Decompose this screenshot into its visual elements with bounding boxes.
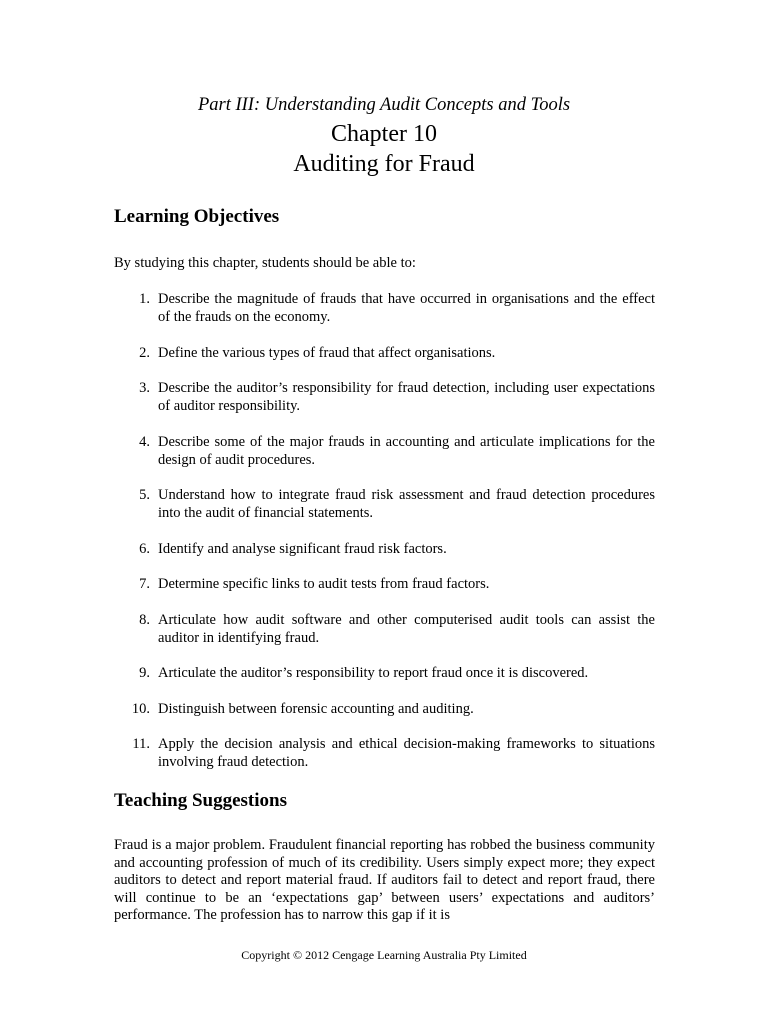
item-text: Distinguish between forensic accounting and auditing. xyxy=(158,700,474,717)
list-item xyxy=(114,735,655,771)
item-number: 5. xyxy=(139,487,150,503)
list-item xyxy=(114,486,655,522)
learning-objectives-heading: Learning Objectives xyxy=(114,206,280,227)
item-text: Understand how to integrate fraud risk assessment and fraud detection procedures into the audit of financial statements. xyxy=(158,487,655,521)
item-text: Determine specific links to audit tests from fraud factors. xyxy=(158,576,490,592)
item-text: Identify and analyse significant fraud risk factors. xyxy=(158,540,447,557)
item-number: 6. xyxy=(139,540,150,557)
item-text: Articulate the auditor’s responsibility to report fraud once it is discovered. xyxy=(158,665,589,681)
item-number: 10. xyxy=(131,700,150,717)
objectives-intro: By studying this chapter, students should be able to: xyxy=(114,255,416,271)
part-title: Part III: Understanding Audit Concepts and Tools xyxy=(197,95,571,115)
copyright-footer: Copyright © 2012 Cengage Learning Australia Pty Limited xyxy=(241,948,527,962)
item-text: Apply the decision analysis and ethical decision-making frameworks to situations involving fraud detection. xyxy=(158,736,655,770)
item-number: 9. xyxy=(139,665,150,681)
item-number: 2. xyxy=(139,344,150,361)
item-number: 3. xyxy=(139,380,150,396)
item-number: 11. xyxy=(132,736,150,752)
item-text: Describe the magnitude of frauds that have occurred in organisations and the effect of the frauds on the economy. xyxy=(158,291,655,325)
chapter-title: Auditing for Fraud xyxy=(293,151,475,177)
teaching-suggestions-heading: Teaching Suggestions xyxy=(114,790,287,811)
list-item xyxy=(114,290,655,326)
item-text: Describe some of the major frauds in accounting and articulate implications for the design of audit procedures. xyxy=(158,433,655,468)
item-text: Describe the auditor’s responsibility for fraud detection, including user expectations of auditor responsibility. xyxy=(158,380,655,414)
teaching-suggestions-paragraph: Fraud is a major problem. Fraudulent financial reporting has robbed the business community and accounting profession of much of its credibility. Users simply expect more; they expect auditors to detect and report material fraud. If auditors fail to detect and report fraud, there will continue to be an ‘expectations gap’ between users’ expectations and auditors’ performance. The profession has to narrow this gap if it is xyxy=(114,837,655,923)
chapter-header xyxy=(0,93,768,179)
item-text: Articulate how audit software and other computerised audit tools can assist the auditor in identifying fraud. xyxy=(158,611,655,646)
item-number: 8. xyxy=(139,611,150,628)
item-number: 4. xyxy=(139,433,150,450)
objectives-list xyxy=(114,290,655,789)
list-item xyxy=(114,575,655,593)
list-item xyxy=(114,700,655,718)
list-item xyxy=(114,344,655,362)
item-number: 1. xyxy=(139,291,150,307)
list-item xyxy=(114,433,655,469)
item-text: Define the various types of fraud that affect organisations. xyxy=(158,344,496,361)
chapter-number: Chapter 10 xyxy=(331,121,437,147)
list-item xyxy=(114,664,655,682)
list-item xyxy=(114,379,655,415)
list-item xyxy=(114,611,655,647)
list-item xyxy=(114,540,655,558)
item-number: 7. xyxy=(139,576,150,592)
